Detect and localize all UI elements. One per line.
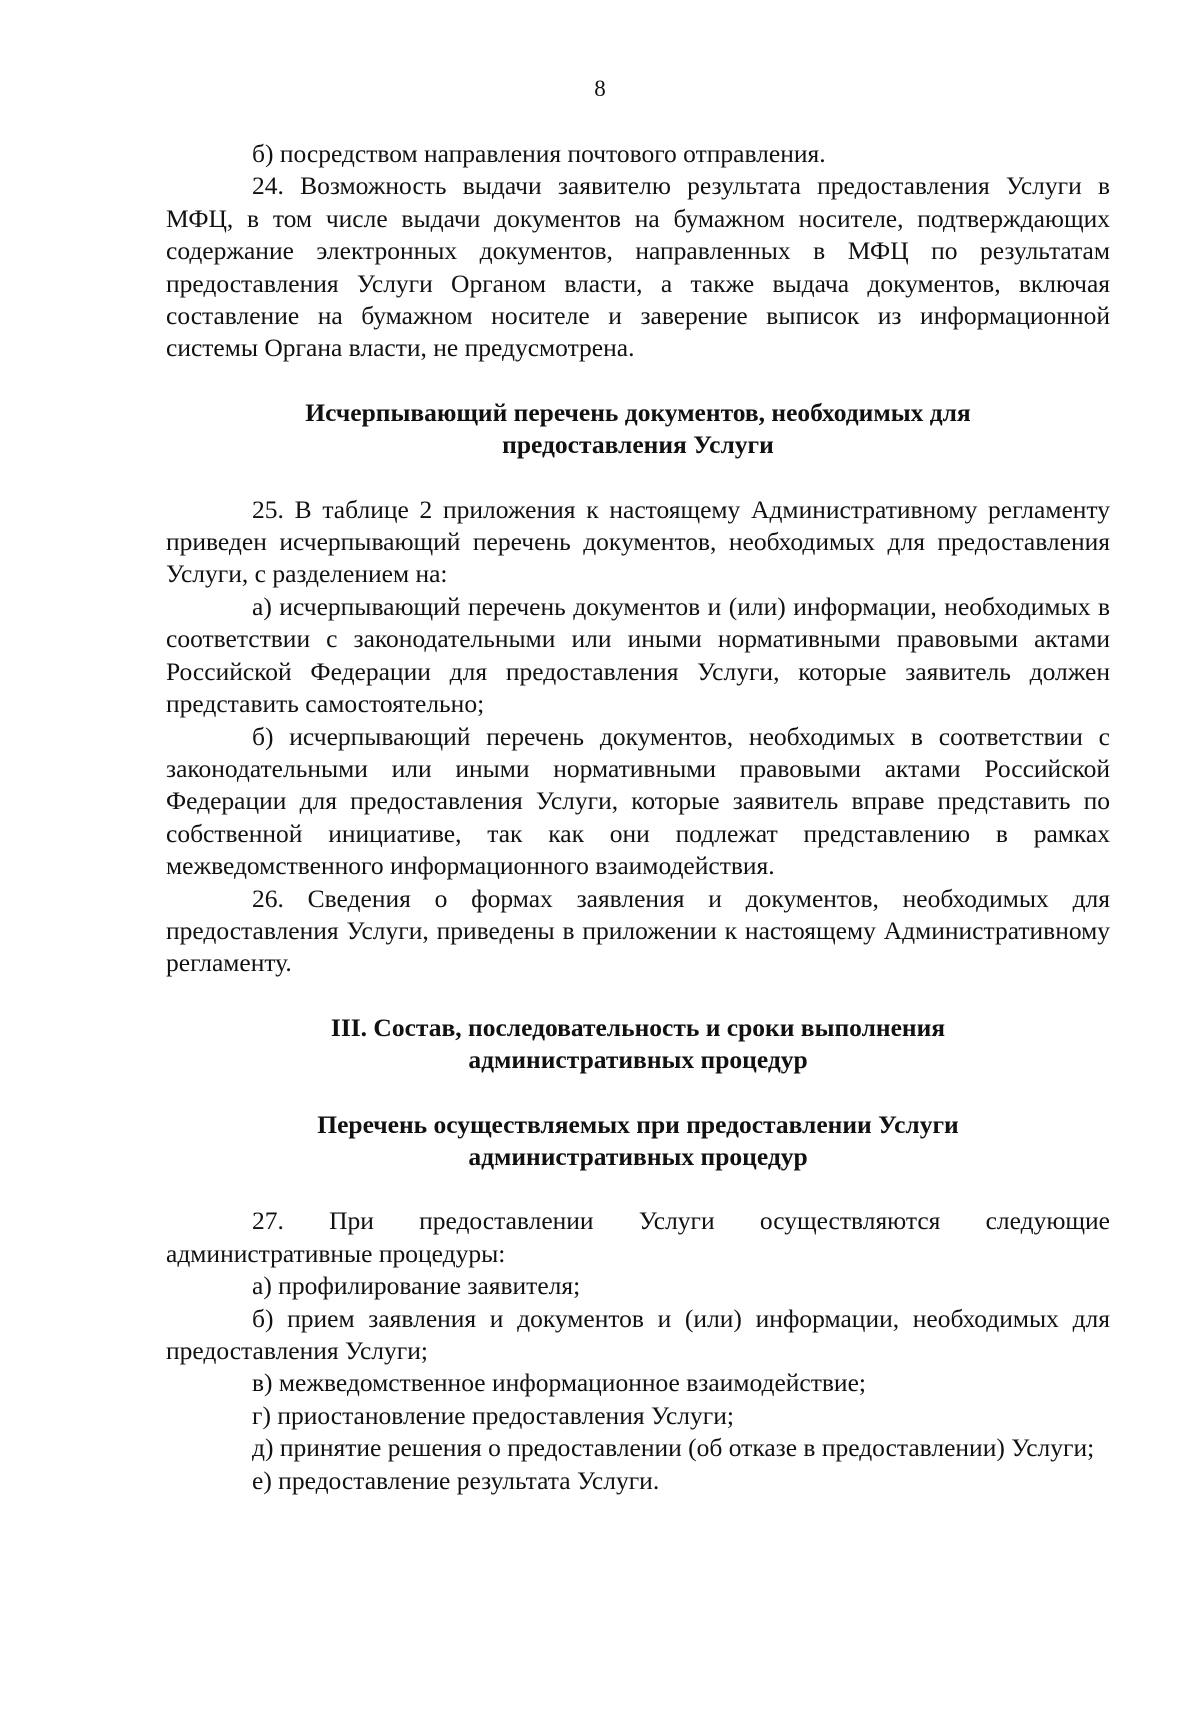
list-item-g: г) приостановление предоставления Услуги;	[252, 1400, 734, 1430]
paragraph-25-a: а) исчерпывающий перечень документов и (или) информации, необходимых в соответствии с законодательными или иными нормативными правовыми актами Российской Федерации для предоставления Услуги, которые заявитель должен представить самостоятельно;	[166, 591, 1110, 719]
list-item-v: в) межведомственное информационное взаимодействие;	[252, 1368, 866, 1398]
list-item-b: б) прием заявления и документов и (или) информации, необходимых для предоставления Услуги;	[166, 1303, 1110, 1365]
heading-section-iii	[166, 1012, 1110, 1077]
heading-documents-list	[166, 397, 1110, 462]
list-item-a: а) профилирование заявителя;	[252, 1271, 581, 1301]
heading-line: Исчерпывающий перечень документов, необходимых для	[305, 397, 971, 427]
heading-line: административных процедур	[468, 1141, 808, 1171]
heading-line: Перечень осуществляемых при предоставлении Услуги	[317, 1109, 959, 1139]
paragraph-25: 25. В таблице 2 приложения к настоящему Административному регламенту приведен исчерпывающий перечень документов, необходимых для предоставления Услуги, с разделением на:	[166, 494, 1110, 589]
list-item-d: д) принятие решения о предоставлении (об отказе в предоставлении) Услуги;	[252, 1433, 1095, 1463]
paragraph-25-b: б) исчерпывающий перечень документов, необходимых в соответствии с законодательными или иными нормативными правовыми актами Российской Федерации для предоставления Услуги, которые заявитель вправе представить по собственной инициативе, так как они подлежат представлению в рамках межведомственного информационного взаимодействия.	[166, 721, 1110, 881]
list-item-e: е) предоставление результата Услуги.	[252, 1465, 660, 1495]
heading-procedures-list	[166, 1109, 1110, 1174]
paragraph-26: 26. Сведения о формах заявления и документов, необходимых для предоставления Услуги, приведены в приложении к настоящему Административному регламенту.	[166, 883, 1110, 978]
heading-line: III. Состав, последовательность и сроки выполнения	[330, 1012, 946, 1042]
paragraph-24: 24. Возможность выдачи заявителю результата предоставления Услуги в МФЦ, в том числе выдачи документов на бумажном носителе, подтверждающих содержание электронных документов, направленных в МФЦ по результатам предоставления Услуги Органом власти, а также выдача документов, включая составление на бумажном носителе и заверение выписок из информационной системы Органа власти, не предусмотрена.	[166, 171, 1110, 363]
paragraph-b-postal: б) посредством направления почтового отправления.	[252, 139, 826, 168]
page-number: 8	[594, 76, 606, 101]
heading-line: административных процедур	[468, 1045, 808, 1075]
paragraph-27: 27. При предоставлении Услуги осуществляются следующие административные процедуры:	[166, 1206, 1110, 1268]
document-body	[166, 138, 1110, 1497]
heading-line: предоставления Услуги	[502, 430, 774, 460]
